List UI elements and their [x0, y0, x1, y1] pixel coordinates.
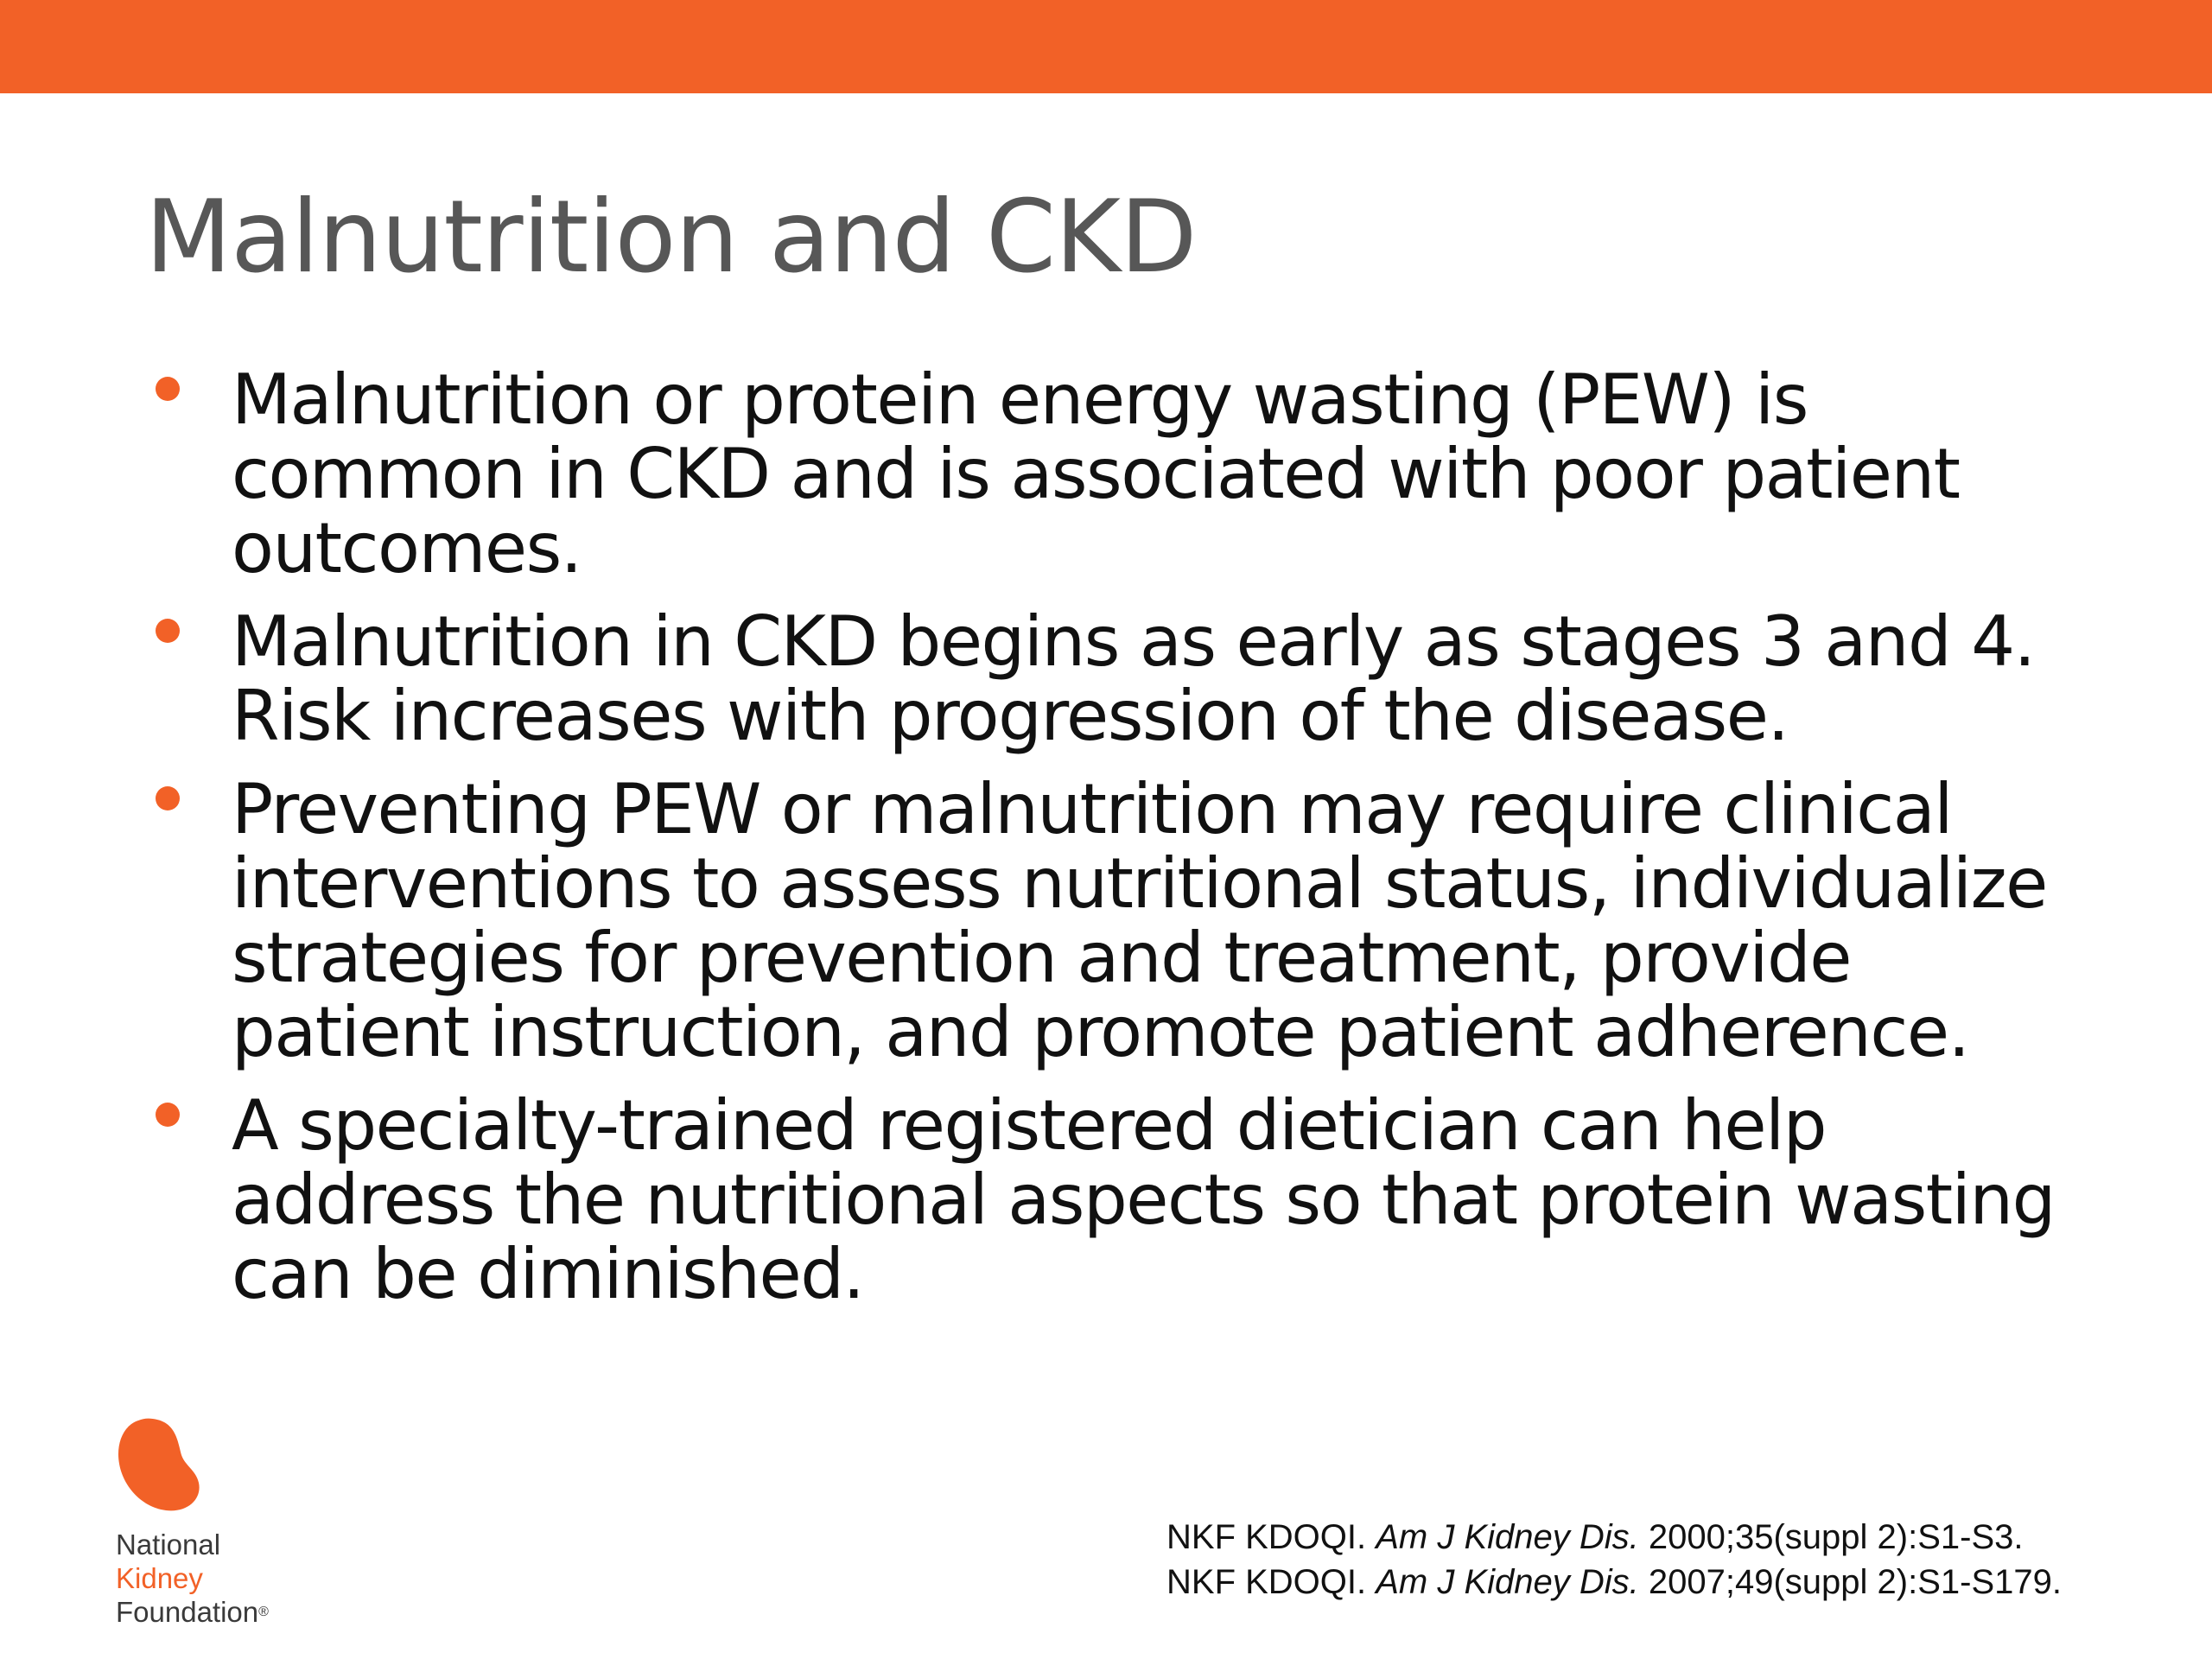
registered-mark: ®: [258, 1605, 269, 1619]
reference-journal: Am J Kidney Dis.: [1376, 1518, 1639, 1556]
references: [1166, 1515, 2062, 1605]
logo-line-national: National: [116, 1529, 221, 1560]
kidney-icon: [112, 1417, 204, 1514]
bullet-text: Malnutrition in CKD begins as early as stages 3 and 4. Risk increases with progression of the disease.: [232, 601, 2035, 756]
bullet-dot-icon: [156, 1103, 180, 1127]
reference-journal: Am J Kidney Dis.: [1376, 1563, 1639, 1601]
logo-foundation-text: Foundation: [116, 1596, 259, 1628]
logo-line-kidney: Kidney: [116, 1562, 203, 1594]
bullet-item: [156, 359, 2108, 588]
nkf-logo: [112, 1417, 302, 1633]
bullet-dot-icon: [156, 619, 180, 643]
bullet-dot-icon: [156, 377, 180, 401]
bullet-item: [156, 769, 2108, 1072]
reference-author: NKF KDOQI.: [1166, 1563, 1376, 1601]
bullet-text: Malnutrition or protein energy wasting (PEW) is common in CKD and is associated with poor patient outcomes.: [232, 359, 1960, 588]
reference-citation: 2007;49(suppl 2):S1-S179.: [1638, 1563, 2062, 1601]
bullet-text: A specialty-trained registered dietician can help address the nutritional aspects so that protein wasting can be diminished.: [232, 1085, 2055, 1314]
slide-title: Malnutrition and CKD: [145, 179, 1197, 296]
header-accent-bar: [0, 0, 2212, 93]
reference-line: [1166, 1560, 2062, 1605]
logo-wordmark: [116, 1528, 269, 1629]
bullet-text: Preventing PEW or malnutrition may require clinical interventions to assess nutritional status, individualize strategies for prevention and treatment, provide patient instruction, and promote patient adherence.: [232, 769, 2047, 1072]
bullet-list: [156, 359, 2108, 1331]
bullet-item: [156, 601, 2108, 756]
reference-citation: 2000;35(suppl 2):S1-S3.: [1638, 1518, 2024, 1556]
bullet-item: [156, 1085, 2108, 1314]
reference-author: NKF KDOQI.: [1166, 1518, 1376, 1556]
reference-line: [1166, 1515, 2062, 1560]
logo-line-foundation: [116, 1595, 269, 1629]
bullet-dot-icon: [156, 786, 180, 810]
